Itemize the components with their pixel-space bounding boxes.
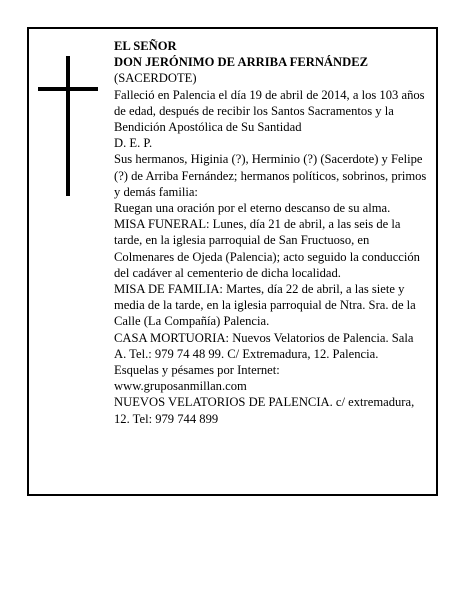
deceased-title: (SACERDOTE) [114, 71, 197, 86]
rip-line: D. E. P. [114, 136, 153, 151]
cross-icon-arm [38, 87, 98, 91]
prayer-line: Ruegan una oración por el eterno descanso de su alma. [114, 201, 391, 216]
mortuary-paragraph: CASA MORTUORIA: Nuevos Velatorios de Palencia. Sala A. Tel.: 979 74 48 99. C/ Extremadura, 12. Palencia. [114, 330, 414, 361]
cross-icon [66, 56, 70, 196]
footer-paragraph: NUEVOS VELATORIOS DE PALENCIA. c/ extremadura, 12. Tel: 979 744 899 [114, 395, 415, 426]
notice-heading: EL SEÑOR [114, 39, 177, 53]
death-paragraph: Falleció en Palencia el día 19 de abril de 2014, a los 103 años de edad, después de recibir los Santos Sacramentos y la Bendición Apostólica de Su Santidad [114, 87, 425, 135]
obituary-text [114, 38, 428, 427]
funeral-mass-paragraph: MISA FUNERAL: Lunes, día 21 de abril, a las seis de la tarde, en la iglesia parroquial de San Fructuoso, en Colmenares de Ojeda (Palencia); acto seguido la conducción del cadáver al cementerio de dicha localidad. [114, 217, 420, 280]
family-paragraph: Sus hermanos, Higinia (?), Herminio (?) (Sacerdote) y Felipe (?) de Arriba Fernández; hermanos políticos, sobrinos, primos y demás familia: [114, 152, 427, 199]
internet-label: Esquelas y pésames por Internet: [114, 363, 280, 378]
website-link[interactable]: www.gruposanmillan.com [114, 379, 247, 394]
family-mass-paragraph: MISA DE FAMILIA: Martes, día 22 de abril, a las siete y media de la tarde, en la iglesia parroquial de Ntra. Sra. de la Calle (La Compañía) Palencia. [114, 282, 416, 329]
deceased-name: DON JERÓNIMO DE ARRIBA FERNÁNDEZ [114, 55, 368, 70]
